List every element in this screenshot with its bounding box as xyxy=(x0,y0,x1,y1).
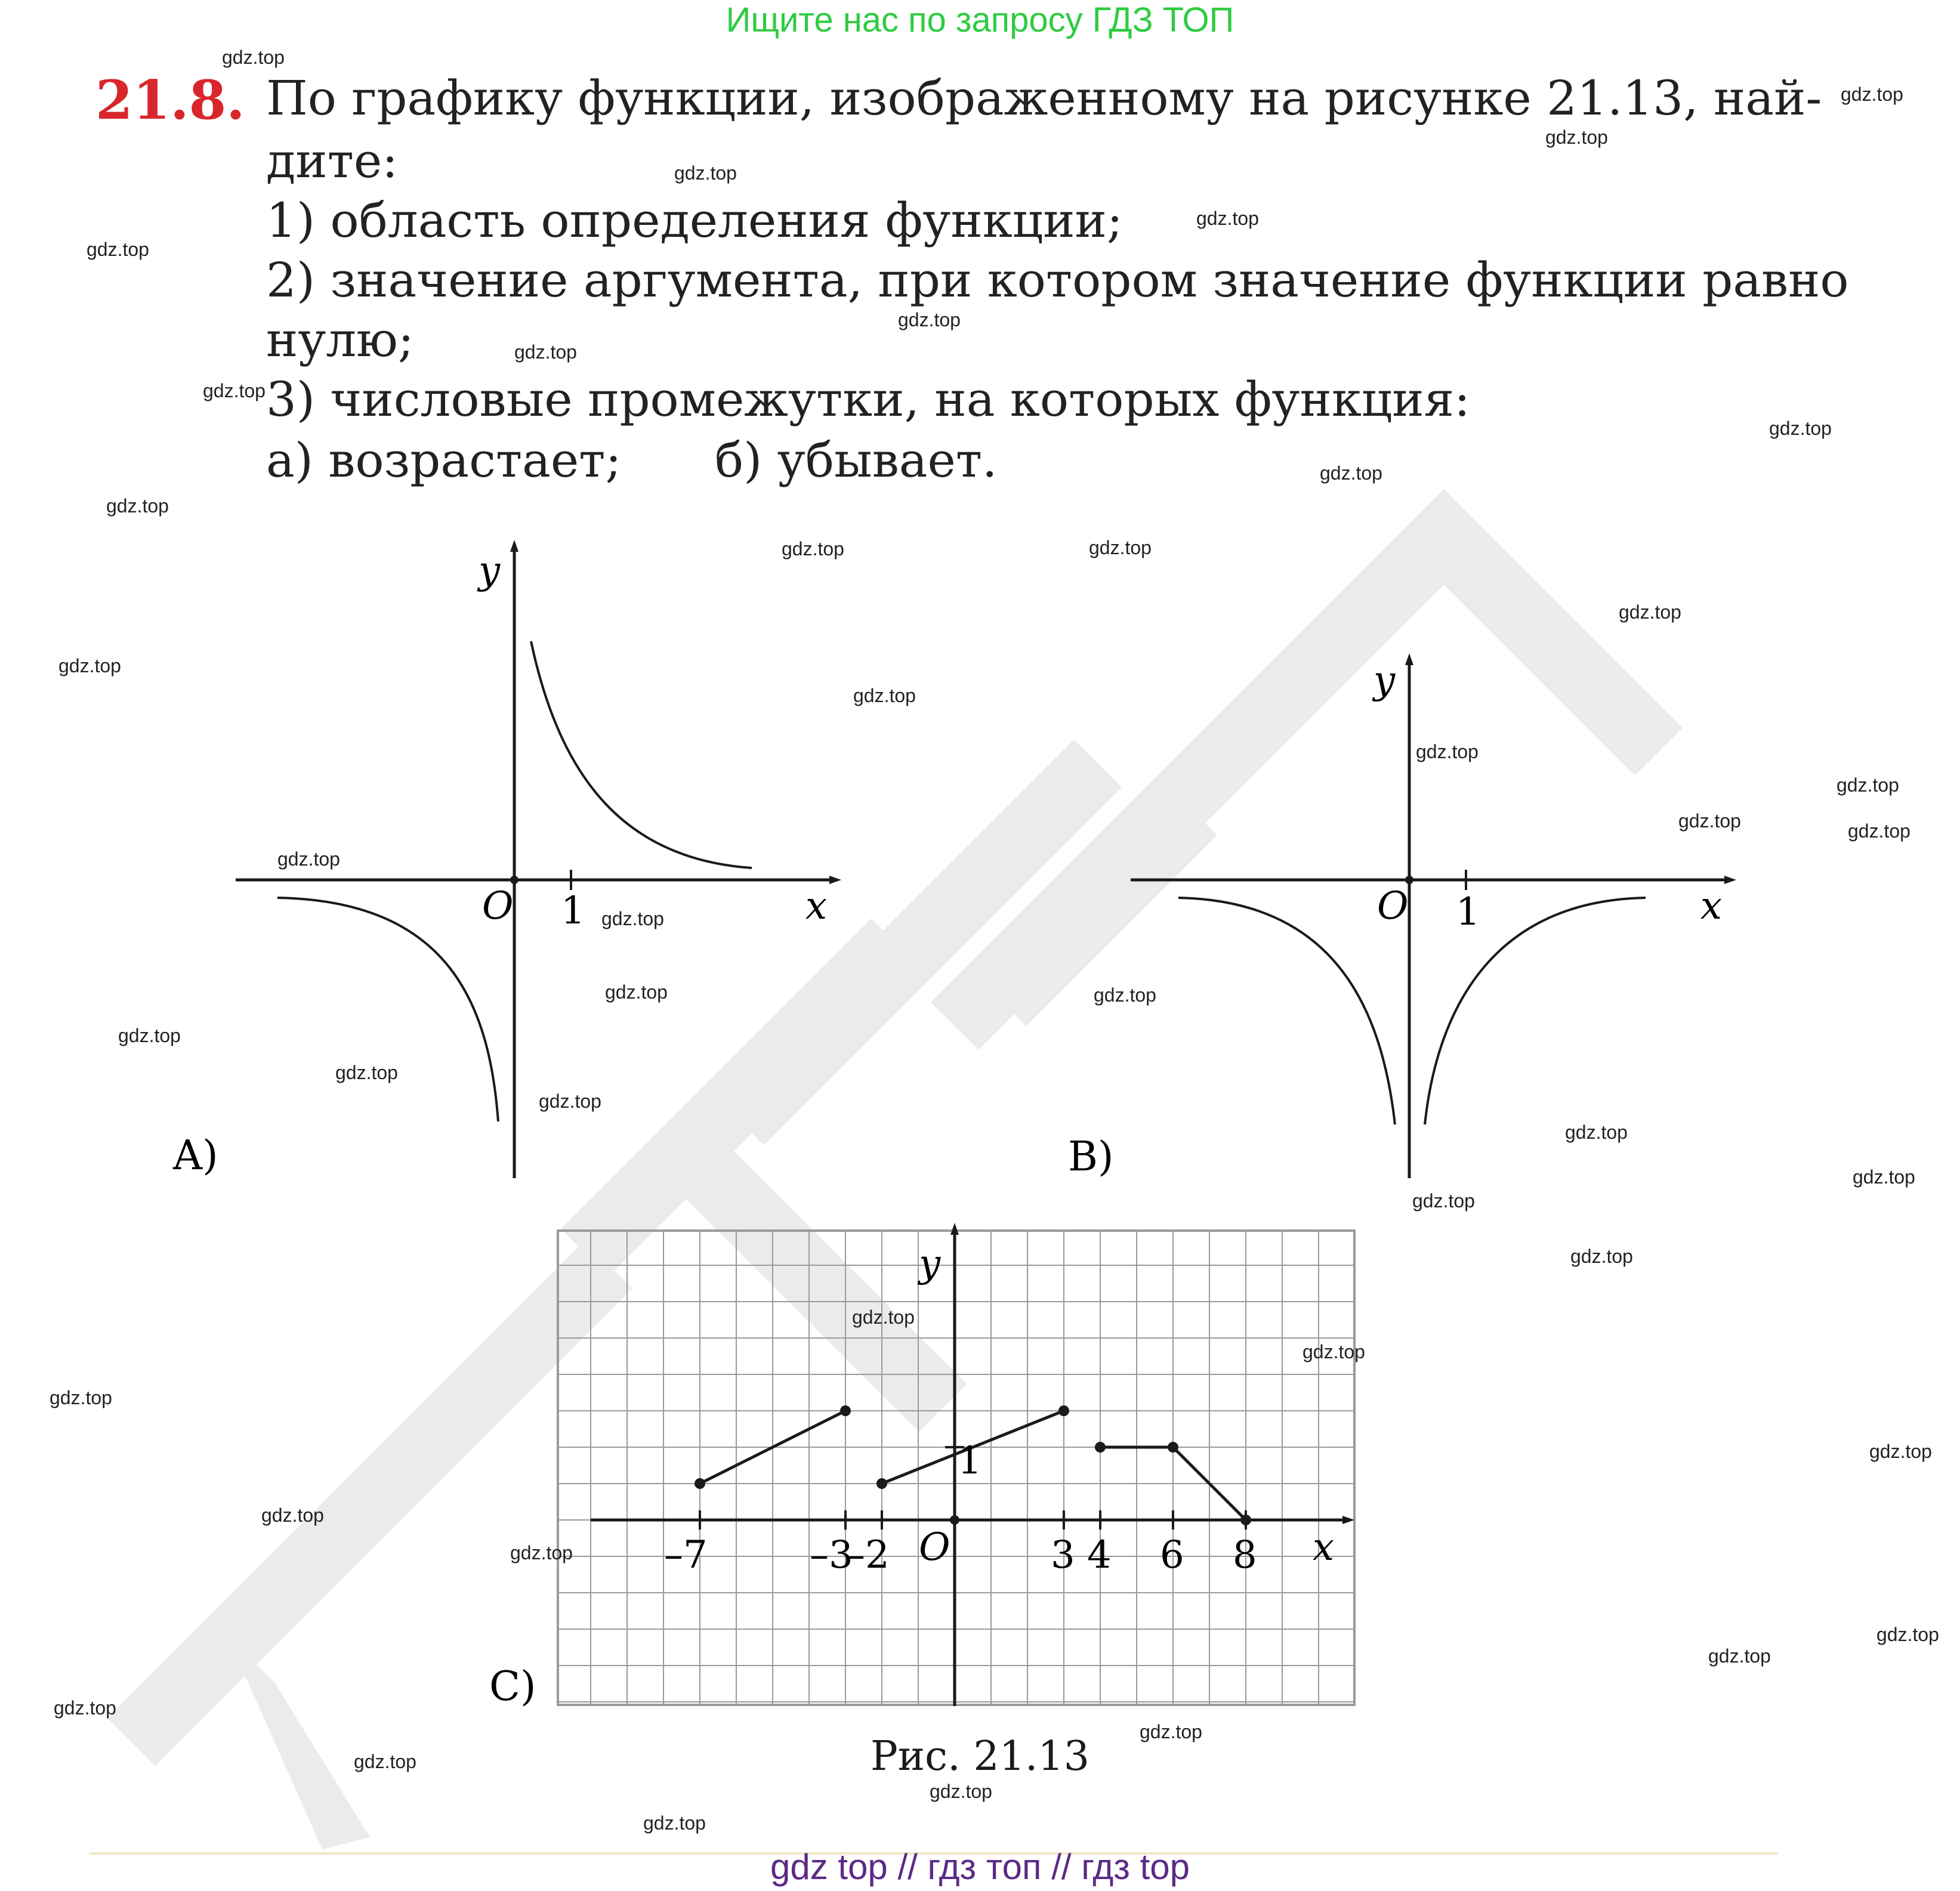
watermark-text: gdz.top xyxy=(643,1812,706,1834)
watermark-text: gdz.top xyxy=(1565,1121,1628,1143)
task-line-1: По графику функции, изображенному на рисунке 21.13, най- xyxy=(266,70,1822,126)
figure-b-y-label: y xyxy=(1373,659,1396,703)
task-line-6: 3) числовые промежутки, на которых функция: xyxy=(266,372,1471,427)
figure-c-point xyxy=(876,1478,887,1489)
watermark-text: gdz.top xyxy=(1869,1441,1932,1462)
figure-a xyxy=(149,525,865,1193)
watermark-text: gdz.top xyxy=(1302,1341,1365,1362)
watermark-text: gdz.top xyxy=(50,1387,112,1408)
watermark-text: gdz.top xyxy=(354,1751,416,1772)
watermark-text: gdz.top xyxy=(118,1025,181,1046)
watermark-text: gdz.top xyxy=(1678,810,1741,832)
figure-c xyxy=(477,1217,1408,1754)
task-item-a: а) возрастает; xyxy=(266,432,622,488)
watermark-text: gdz.top xyxy=(853,685,916,706)
figure-a-label: A) xyxy=(173,1132,218,1179)
task-item-b: б) убывает. xyxy=(715,432,998,488)
figure-c-label: C) xyxy=(489,1663,536,1710)
watermark-text: gdz.top xyxy=(782,538,844,560)
task-line-2: дите: xyxy=(266,133,399,189)
watermark-text: gdz.top xyxy=(514,341,577,363)
watermark-text: gdz.top xyxy=(1094,984,1156,1006)
task-line-4: 2) значение аргумента, при котором значение функции равно xyxy=(266,252,1849,308)
watermark-text: gdz.top xyxy=(261,1504,324,1526)
watermark-text: gdz.top xyxy=(1848,820,1910,842)
watermark-text: gdz.top xyxy=(58,655,121,676)
figure-c-point xyxy=(840,1405,851,1416)
figure-c-origin-label: O xyxy=(919,1525,950,1569)
watermark-text: gdz.top xyxy=(1769,418,1832,439)
watermark-text: gdz.top xyxy=(1876,1624,1939,1645)
watermark-text: gdz.top xyxy=(1619,601,1681,623)
watermark-text: gdz.top xyxy=(203,380,266,401)
figure-c-y-label: y xyxy=(919,1242,941,1286)
watermark-text: gdz.top xyxy=(510,1542,573,1564)
watermark-text: gdz.top xyxy=(1140,1721,1202,1742)
task-line-3: 1) область определения функции; xyxy=(266,193,1123,248)
watermark-text: gdz.top xyxy=(674,162,737,184)
watermark-text: gdz.top xyxy=(106,495,169,517)
figure-c-x-tick-label: –3 xyxy=(810,1533,853,1577)
figure-c-x-tick-label: 3 xyxy=(1051,1533,1075,1577)
figure-a-curve-right xyxy=(531,641,752,868)
figure-c-x-tick-label: 4 xyxy=(1087,1533,1112,1577)
watermark-text: gdz.top xyxy=(930,1781,992,1802)
figure-c-x-tick-label: –2 xyxy=(846,1533,890,1577)
watermark-text: gdz.top xyxy=(1836,774,1899,796)
watermark-text: gdz.top xyxy=(87,239,149,260)
figure-a-y-label: y xyxy=(479,549,501,593)
figure-b-origin-label: O xyxy=(1377,884,1409,928)
watermark-text: gdz.top xyxy=(1196,208,1259,229)
figure-c-origin-point xyxy=(950,1515,959,1525)
watermark-text: gdz.top xyxy=(1412,1190,1475,1212)
watermark-text: gdz.top xyxy=(1841,84,1903,105)
watermark-text: gdz.top xyxy=(222,47,285,68)
figure-a-tick-label: 1 xyxy=(561,889,585,933)
watermark-text: gdz.top xyxy=(1545,126,1608,148)
figure-a-x-label: x xyxy=(805,884,828,928)
watermark-text: gdz.top xyxy=(601,908,664,929)
figure-c-y-tick-label: 1 xyxy=(958,1439,982,1483)
figure-a-origin-label: O xyxy=(482,884,514,928)
figure-c-x-tick-label: 8 xyxy=(1233,1533,1257,1577)
problem-number: 21.8. xyxy=(95,69,245,132)
watermark-text: gdz.top xyxy=(1853,1166,1915,1188)
figure-c-point xyxy=(1058,1405,1069,1416)
watermark-text: gdz.top xyxy=(54,1697,116,1719)
watermark-text: gdz.top xyxy=(605,981,668,1003)
watermark-text: gdz.top xyxy=(1708,1645,1771,1667)
figure-c-point xyxy=(1168,1442,1178,1453)
watermark-text: gdz.top xyxy=(277,848,340,870)
figure-c-x-tick-label: 6 xyxy=(1160,1533,1184,1577)
figure-b xyxy=(1044,644,1760,1193)
figure-c-x-label: x xyxy=(1313,1525,1335,1569)
footer-banner[interactable]: gdz top // гдз топ // гдз top xyxy=(770,1847,1190,1887)
figure-b-curve-left xyxy=(1178,898,1395,1124)
figure-c-point xyxy=(1240,1515,1251,1525)
task-line-5: нулю; xyxy=(266,312,414,367)
figure-c-x-tick-label: –7 xyxy=(664,1533,708,1577)
search-banner[interactable]: Ищите нас по запросу ГДЗ ТОП xyxy=(726,1,1234,39)
figure-b-tick-label: 1 xyxy=(1456,890,1480,934)
watermark-text: gdz.top xyxy=(1570,1246,1633,1267)
figure-caption: Рис. 21.13 xyxy=(870,1733,1090,1780)
figure-c-point xyxy=(695,1478,705,1489)
watermark-text: gdz.top xyxy=(1416,741,1479,762)
watermark-text: gdz.top xyxy=(898,309,961,330)
watermark-text: gdz.top xyxy=(852,1306,915,1328)
figure-b-x-label: x xyxy=(1700,884,1723,928)
watermark-text: gdz.top xyxy=(335,1062,398,1083)
figure-b-label: B) xyxy=(1068,1133,1114,1181)
figure-c-point xyxy=(1095,1442,1106,1453)
watermark-text: gdz.top xyxy=(1320,462,1382,484)
watermark-text: gdz.top xyxy=(539,1090,601,1112)
watermark-text: gdz.top xyxy=(1089,537,1152,558)
figure-a-curve-left xyxy=(277,898,498,1121)
